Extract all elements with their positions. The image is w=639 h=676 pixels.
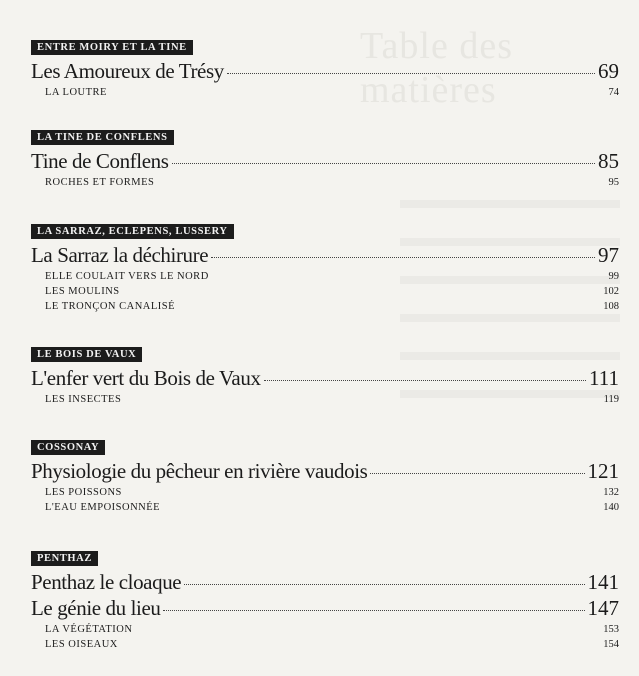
section-header: PENTHAZ [31,551,98,566]
subentry-page-number: 119 [603,394,619,405]
subentry-title: LES POISSONS [45,487,122,498]
subentry-page-number: 154 [603,639,619,650]
subentry-title: LES INSECTES [45,394,122,405]
entry-page-number: 97 [598,243,619,267]
dot-leader [211,257,595,258]
toc-subentry [31,500,619,515]
toc-subentry [31,284,619,299]
subentry-title: L'EAU EMPOISONNÉE [45,502,161,513]
entry-page-number: 69 [598,59,619,83]
subentry-title: LES OISEAUX [45,639,118,650]
entry-title: L'enfer vert du Bois de Vaux [31,366,261,390]
toc-section [31,344,619,407]
section-header: ENTRE MOIRY ET LA TINE [31,40,193,55]
toc-subentry [31,85,619,100]
subentry-title: LE TRONÇON CANALISÉ [45,301,176,312]
subentry-page-number: 102 [603,286,619,297]
entry-page-number: 147 [587,596,619,620]
subentry-title: ROCHES ET FORMES [45,177,155,188]
entry-title: Les Amoureux de Trésy [31,59,224,83]
subentry-page-number: 140 [603,502,619,513]
toc-subentry [31,299,619,314]
dot-leader [172,163,596,164]
toc-entry [31,597,619,619]
subentry-page-number: 108 [603,301,619,312]
toc-entry [31,244,619,266]
toc-entry [31,60,619,82]
toc-subentry [31,622,619,637]
dot-leader [264,380,586,381]
toc-entry [31,367,619,389]
entry-title: Le génie du lieu [31,596,161,620]
subentry-page-number: 95 [608,177,619,188]
entry-page-number: 141 [587,570,619,594]
toc-entry [31,150,619,172]
entry-page-number: 121 [587,459,619,483]
toc-entry [31,460,619,482]
dot-leader [227,73,595,74]
subentry-page-number: 132 [603,487,619,498]
entry-page-number: 85 [598,149,619,173]
toc-subentry [31,485,619,500]
entry-title: La Sarraz la déchirure [31,243,209,267]
dot-leader [163,610,584,611]
subentry-page-number: 99 [608,271,619,282]
toc-section [31,37,619,100]
entry-page-number: 111 [589,366,619,390]
section-header: LE BOIS DE VAUX [31,347,142,362]
entry-title: Physiologie du pêcheur en rivière vaudois [31,459,368,483]
toc-subentry [31,637,619,652]
toc-subentry [31,392,619,407]
toc-section [31,127,619,190]
toc-section [31,221,619,314]
toc-subentry [31,175,619,190]
subentry-page-number: 74 [608,87,619,98]
toc-section [31,548,619,652]
bleed-through-text: Table des matières [360,25,514,111]
entry-title: Penthaz le cloaque [31,570,182,594]
subentry-title: LA LOUTRE [45,87,107,98]
subentry-page-number: 153 [603,624,619,635]
dot-leader [184,584,584,585]
section-header: COSSONAY [31,440,105,455]
subentry-title: LES MOULINS [45,286,120,297]
subentry-title: ELLE COULAIT VERS LE NORD [45,271,209,282]
dot-leader [370,473,584,474]
section-header: LA TINE DE CONFLENS [31,130,174,145]
subentry-title: LA VÉGÉTATION [45,624,133,635]
toc-section [31,437,619,515]
toc-entry [31,571,619,593]
section-header: LA SARRAZ, ECLEPENS, LUSSERY [31,224,234,239]
toc-subentry [31,269,619,284]
entry-title: Tine de Conflens [31,149,169,173]
